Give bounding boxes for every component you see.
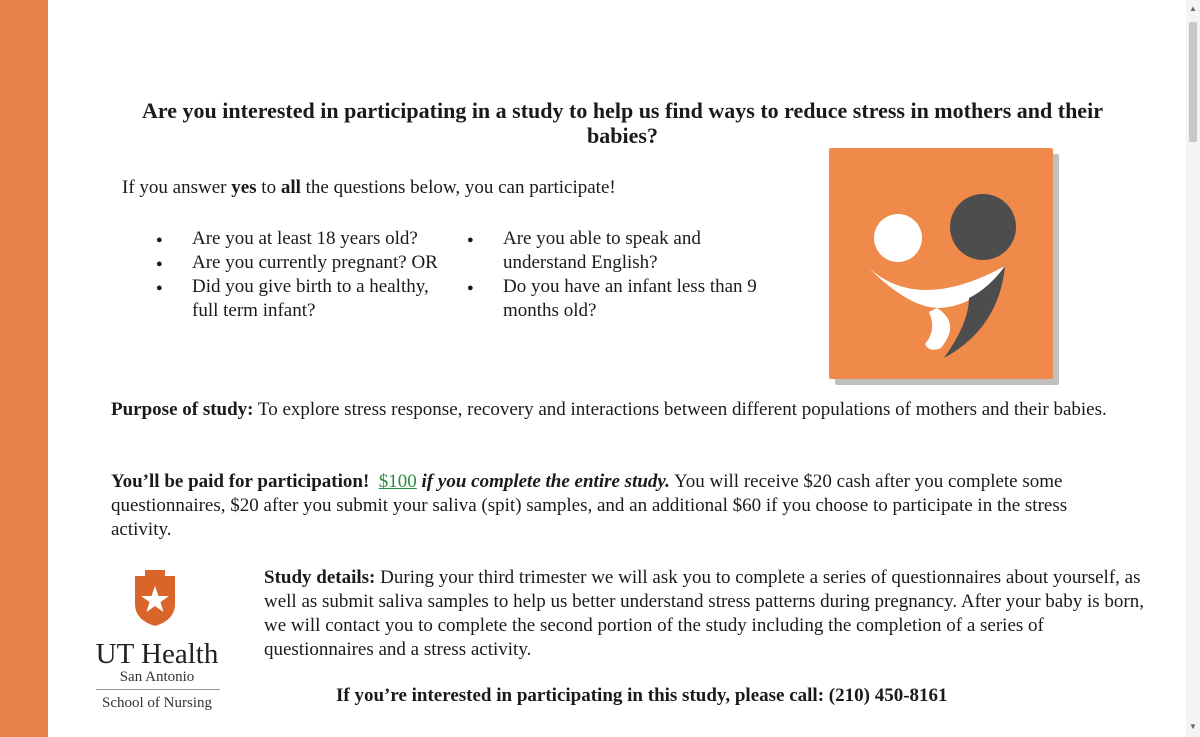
- payment-amount: $100: [378, 471, 417, 492]
- ut-health-school: School of Nursing: [102, 695, 212, 711]
- details-label: Study details:: [264, 567, 376, 588]
- purpose-text: To explore stress response, recovery and interactions between different populations of mothers and their babies.: [253, 399, 1107, 420]
- intro-line: [122, 176, 616, 200]
- page-title: Are you interested in participating in a study to help us find ways to reduce stress in mothers and their babies?: [142, 98, 1103, 148]
- details-paragraph: [264, 566, 1144, 662]
- payment-text: You will receive $20 cash after you complete some questionnaires, $20 after you submit your saliva (spit) samples, and an additional $60 if you choose to participate in the stress activity.: [111, 471, 1068, 540]
- orange-side-bar: [0, 0, 48, 737]
- study-logo: [829, 148, 1053, 379]
- list-item: ● Do you have an infant less than 9 months old?: [467, 275, 767, 323]
- vertical-scrollbar[interactable]: [1186, 0, 1200, 737]
- scroll-down-arrow-icon[interactable]: ▼: [1189, 722, 1197, 731]
- logo-divider: [96, 689, 220, 690]
- ut-health-logo: [88, 568, 228, 718]
- ut-health-sub: San Antonio: [119, 669, 195, 685]
- intro-all: all: [280, 177, 301, 198]
- list-item: ● Are you at least 18 years old?: [156, 227, 456, 251]
- eligibility-list-right: [467, 227, 767, 323]
- shield-star-icon: [131, 568, 179, 628]
- intro-yes: yes: [231, 177, 257, 198]
- list-item: ● Are you able to speak and understand English?: [467, 227, 767, 275]
- scrollbar-thumb[interactable]: [1189, 22, 1197, 142]
- intro-before: If you answer: [122, 177, 232, 198]
- intro-after: the questions below, you can participate!: [300, 177, 616, 198]
- purpose-paragraph: [111, 398, 1131, 422]
- purpose-label: Purpose of study:: [111, 399, 254, 420]
- details-text: During your third trimester we will ask you to complete a series of questionnaires about yourself, as well as submit saliva samples to help us better understand stress patterns during pregnancy. After your baby is born, we will contact you to complete the second portion of the study including the completion of a series of questionnaires and a stress activity.: [264, 567, 1144, 660]
- eligibility-list-left: [156, 227, 456, 323]
- list-item: ● Are you currently pregnant? OR: [156, 251, 456, 275]
- payment-paragraph: [111, 470, 1131, 542]
- list-item: ● Did you give birth to a healthy, full term infant?: [156, 275, 456, 323]
- payment-emphasis: if you complete the entire study.: [421, 471, 670, 492]
- intro-to: to: [256, 177, 281, 198]
- payment-label: You’ll be paid for participation!: [111, 471, 370, 492]
- mother-baby-icon: [829, 148, 1053, 379]
- ut-health-name: UT Health: [95, 638, 219, 670]
- call-to-action: If you’re interested in participating in this study, please call: (210) 450-8161: [336, 685, 948, 706]
- scroll-up-arrow-icon[interactable]: ▲: [1189, 4, 1197, 13]
